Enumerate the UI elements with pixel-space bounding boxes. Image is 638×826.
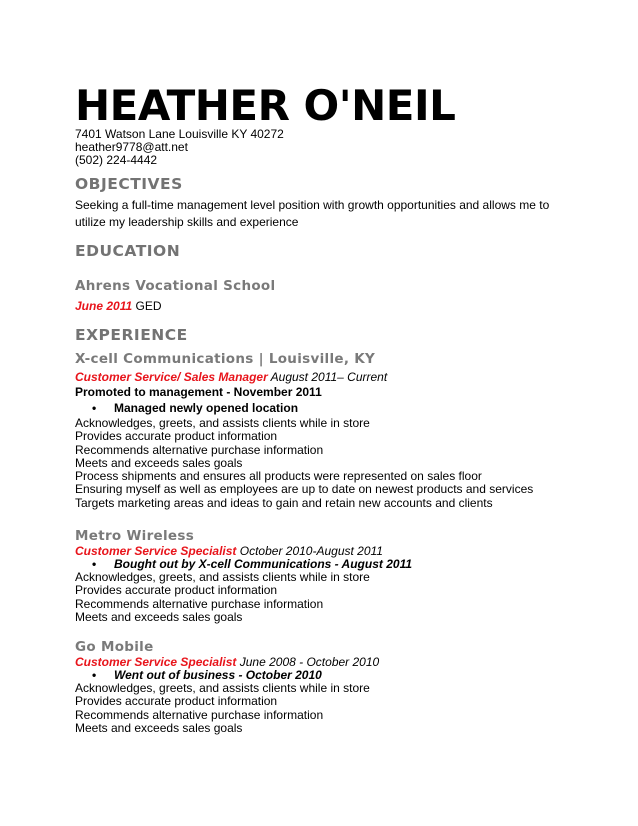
list-item: Provides accurate product information bbox=[75, 583, 278, 598]
job-employer: Go Mobile bbox=[75, 639, 154, 655]
job-title: Customer Service/ Sales Manager bbox=[75, 370, 268, 384]
bullet-icon: • bbox=[92, 668, 97, 682]
list-item: Meets and exceeds sales goals bbox=[75, 720, 243, 735]
job-duties bbox=[75, 417, 533, 510]
candidate-name: HEATHER O'NEIL bbox=[75, 81, 456, 130]
job-bullet-text: Went out of business - October 2010 bbox=[114, 668, 322, 682]
education-line bbox=[75, 300, 162, 313]
job-dates: October 2010-August 2011 bbox=[236, 544, 383, 558]
job-bullet-text: Managed newly opened location bbox=[114, 401, 299, 415]
contact-phone: (502) 224-4442 bbox=[75, 153, 158, 167]
education-degree: GED bbox=[132, 299, 162, 313]
job-title-line bbox=[75, 371, 387, 384]
list-item: Meets and exceeds sales goals bbox=[75, 455, 243, 470]
job-dates: August 2011– Current bbox=[267, 370, 388, 384]
job-title: Customer Service Specialist bbox=[75, 544, 237, 558]
bullet-icon: • bbox=[92, 401, 97, 415]
job-bullet-text: Bought out by X-cell Communications - August 2011 bbox=[114, 557, 413, 571]
job-employer: Metro Wireless bbox=[75, 528, 195, 544]
list-item: Ensuring myself as well as employees are up to date on newest products and services bbox=[75, 482, 534, 497]
education-heading: EDUCATION bbox=[75, 242, 181, 260]
list-item: Acknowledges, greets, and assists clients while in store bbox=[75, 570, 370, 584]
bullet-icon: • bbox=[92, 557, 97, 571]
school-name: Ahrens Vocational School bbox=[75, 278, 276, 294]
job-employer: X-cell Communications | Louisville, KY bbox=[75, 351, 376, 367]
education-date: June 2011 bbox=[75, 299, 133, 313]
objectives-heading: OBJECTIVES bbox=[75, 175, 183, 193]
list-item: Meets and exceeds sales goals bbox=[75, 609, 243, 624]
list-item: Acknowledges, greets, and assists clients while in store bbox=[75, 416, 370, 430]
list-item: Recommends alternative purchase information bbox=[75, 707, 324, 722]
list-item: Provides accurate product information bbox=[75, 429, 278, 444]
job-promotion: Promoted to management - November 2011 bbox=[75, 385, 322, 399]
list-item: Process shipments and ensures all products were represented on sales floor bbox=[75, 469, 482, 484]
contact-address: 7401 Watson Lane Louisville KY 40272 bbox=[75, 127, 284, 141]
contact-block bbox=[75, 128, 284, 167]
objectives-text: Seeking a full-time management level position with growth opportunities and allows me to utilize my leadership skills and experience bbox=[75, 198, 550, 229]
list-item: Recommends alternative purchase information bbox=[75, 442, 324, 457]
list-item: Recommends alternative purchase information bbox=[75, 596, 324, 611]
job-dates: June 2008 - October 2010 bbox=[236, 655, 380, 669]
experience-heading: EXPERIENCE bbox=[75, 326, 188, 344]
contact-email: heather9778@att.net bbox=[75, 140, 188, 154]
job-duties bbox=[75, 571, 370, 624]
list-item: Acknowledges, greets, and assists clients while in store bbox=[75, 681, 370, 695]
job-title: Customer Service Specialist bbox=[75, 655, 237, 669]
job-bullet bbox=[92, 402, 298, 415]
job-duties bbox=[75, 682, 370, 735]
list-item: Provides accurate product information bbox=[75, 694, 278, 709]
list-item: Targets marketing areas and ideas to gain and retain new accounts and clients bbox=[75, 495, 493, 510]
